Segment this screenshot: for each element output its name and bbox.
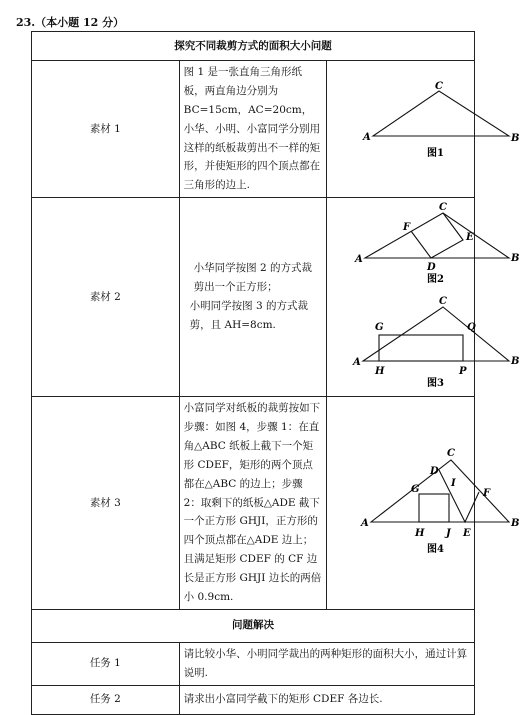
fig4-square-ghji [419, 494, 449, 522]
material1-text: 图 1 是一张直角三角形纸板，两直角边分别为 BC=15cm，AC=20cm，小华、小明、小富同学分别用这样的纸板裁剪出不一样的矩形，并使矩形的四个顶点都在三角形的边上. [179, 61, 327, 198]
fig3-point-p: P [459, 366, 467, 378]
fig3-rectangle [379, 335, 463, 361]
task1-label: 任务 1 [32, 642, 180, 685]
fig3-point-b: B [511, 356, 520, 368]
figure23-cell [327, 198, 520, 397]
question-number: 23.（本小题 12 分） [16, 16, 125, 29]
task2-label: 任务 2 [32, 685, 180, 714]
fig3-point-h: H [375, 366, 385, 378]
fig4-point-b: B [511, 517, 520, 529]
fig4-point-i: I [451, 477, 456, 489]
material1-row [32, 61, 475, 198]
fig3-triangle [363, 307, 509, 361]
figure3-caption: 图3 [427, 378, 445, 390]
fig2-point-f: F [403, 222, 411, 234]
fig2-point-b: B [511, 253, 520, 265]
figure4-caption: 图4 [427, 543, 445, 555]
fig2-point-c: C [439, 202, 448, 214]
fig4-point-e: E [463, 527, 471, 539]
task2-row [32, 685, 475, 714]
point-b-label: B [511, 132, 520, 144]
fig4-point-a: A [361, 517, 370, 529]
material2-label: 素材 2 [32, 198, 180, 397]
fig4-point-d: D [430, 465, 439, 477]
problem-header: 问题解决 [32, 609, 475, 642]
table-title: 探究不同裁剪方式的面积大小问题 [32, 32, 475, 61]
fig4-point-f: F [483, 487, 491, 499]
point-a-label: A [363, 131, 372, 143]
material2-line2: 小明同学按图 3 的方式裁剪，且 AH=8cm. [189, 300, 309, 332]
fig3-point-c: C [439, 296, 448, 308]
fig4-rectangle-cdef [439, 470, 479, 522]
fig2-point-e: E [466, 232, 474, 244]
material3-text: 小富同学对纸板的裁剪按如下步骤：如图 4，步骤 1：在直角△ABC 纸板上截下一个矩形 CDEF，矩形的两个顶点都在△ABC 的边上；步骤 2：取剩下的纸板△ADE 截下一个正方形 GHJI，正方形的四个顶点都在△ADE 边上；且满足矩形 CDEF 的 CF 边长是正方形 GHJI 边长的两倍小 0.9cm. [179, 397, 327, 610]
fig4-point-h: H [415, 527, 425, 539]
point-c-label: C [435, 80, 444, 92]
material3-label: 素材 3 [32, 397, 180, 610]
figure4-diagram [327, 420, 532, 580]
fig2-square [411, 213, 463, 258]
material2-text [179, 198, 327, 397]
figure2-3-diagram [327, 198, 532, 389]
task1-row [32, 642, 475, 685]
fig3-point-g: G [375, 322, 384, 334]
fig4-point-c: C [447, 447, 456, 459]
figure4-cell [327, 397, 520, 610]
figure1-caption: 图1 [427, 147, 445, 159]
material1-label: 素材 1 [32, 61, 180, 198]
fig4-point-g: G [411, 483, 420, 495]
fig2-point-a: A [355, 254, 364, 266]
figure1-cell [327, 61, 520, 198]
material2-row [32, 198, 475, 397]
material2-line1: 小华同学按图 2 的方式裁剪出一个正方形； [193, 262, 313, 294]
task1-text: 请比较小华、小明同学裁出的两种矩形的面积大小，通过计算说明. [179, 642, 474, 685]
triangle-abc [373, 91, 509, 136]
figure2-caption: 图2 [427, 274, 445, 286]
fig2-triangle [365, 213, 509, 258]
figure1-diagram [327, 81, 532, 171]
fig2-point-d: D [427, 262, 436, 274]
task2-text: 请求出小富同学截下的矩形 CDEF 各边长. [179, 685, 474, 714]
problem-table [31, 31, 520, 715]
fig3-point-a: A [353, 357, 362, 369]
fig3-point-q: Q [467, 322, 477, 334]
fig4-point-j: J [446, 527, 452, 539]
material3-row [32, 397, 475, 610]
